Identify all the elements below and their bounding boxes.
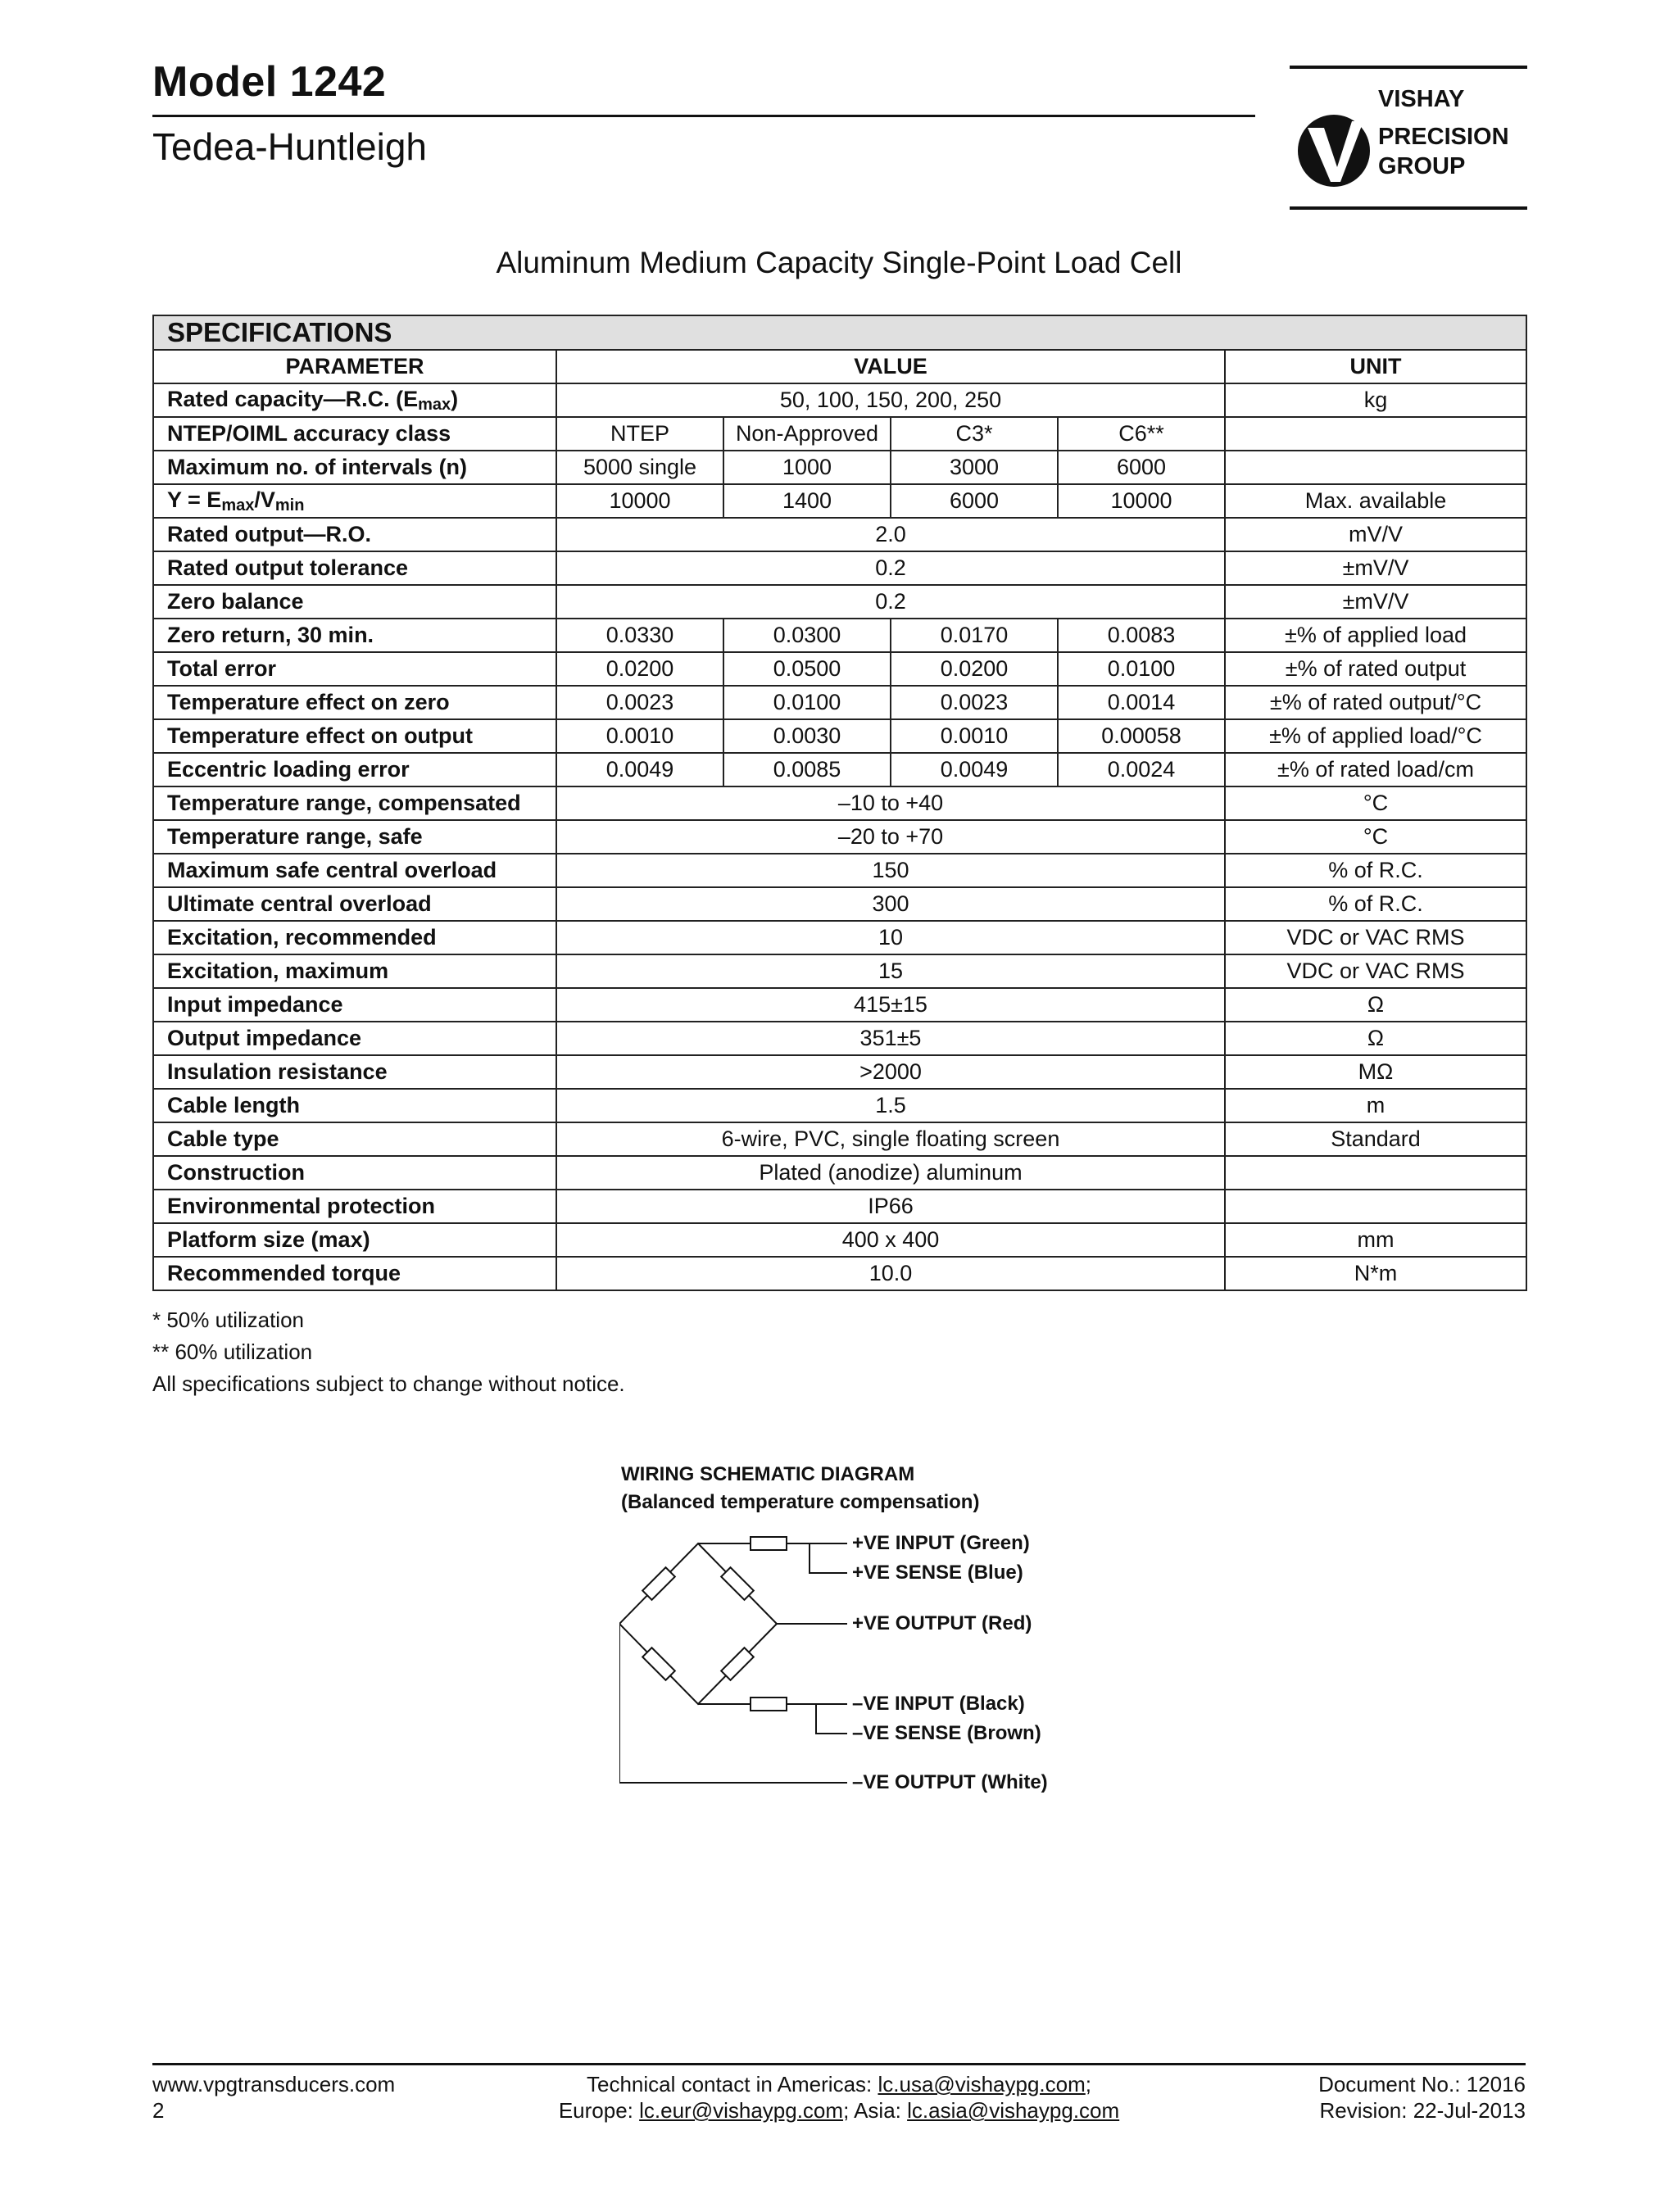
col-header-parameter: PARAMETER	[153, 350, 556, 383]
spec-unit: N*m	[1225, 1257, 1526, 1290]
logo-text-vishay: VISHAY	[1378, 86, 1465, 112]
europe-prefix: Europe:	[558, 2098, 640, 2123]
spec-parameter: Zero balance	[153, 585, 556, 619]
spec-row	[153, 854, 1526, 887]
compensation-resistor-icon	[751, 1698, 787, 1711]
spec-parameter: Output impedance	[153, 1022, 556, 1055]
footnotes	[152, 1304, 625, 1400]
spec-value: 300	[556, 887, 1225, 921]
spec-parameter: Eccentric loading error	[153, 753, 556, 786]
spec-value: 6-wire, PVC, single floating screen	[556, 1122, 1225, 1156]
spec-parameter: Temperature range, safe	[153, 820, 556, 854]
spec-row	[153, 1122, 1526, 1156]
spec-parameter: Recommended torque	[153, 1257, 556, 1290]
spec-value: 0.0200	[891, 652, 1058, 686]
spec-parameter: Temperature effect on zero	[153, 686, 556, 719]
wire-label-ve-output-red: +VE OUTPUT (Red)	[852, 1612, 1032, 1634]
spec-unit: VDC or VAC RMS	[1225, 921, 1526, 954]
spec-row	[153, 1156, 1526, 1190]
spec-value: 0.0049	[891, 753, 1058, 786]
spec-row	[153, 887, 1526, 921]
spec-unit: ±% of rated output/°C	[1225, 686, 1526, 719]
wiring-title: WIRING SCHEMATIC DIAGRAM	[621, 1463, 915, 1485]
spec-value: 2.0	[556, 518, 1225, 551]
contact-prefix: Technical contact in Americas:	[586, 2072, 878, 2096]
spec-value: Plated (anodize) aluminum	[556, 1156, 1225, 1190]
spec-parameter: Total error	[153, 652, 556, 686]
spec-value: 0.0085	[723, 753, 891, 786]
spec-unit	[1225, 1156, 1526, 1190]
contact-semicolon: ;	[1085, 2072, 1091, 2096]
resistor-icon	[721, 1648, 754, 1680]
spec-value: 0.0500	[723, 652, 891, 686]
footnote: * 50% utilization	[152, 1308, 304, 1332]
spec-parameter: Environmental protection	[153, 1190, 556, 1223]
spec-row	[153, 1190, 1526, 1223]
spec-row	[153, 484, 1526, 518]
spec-value: 0.0010	[891, 719, 1058, 753]
spec-value: C3*	[891, 417, 1058, 451]
spec-parameter: Zero return, 30 min.	[153, 619, 556, 652]
spec-value: 1.5	[556, 1089, 1225, 1122]
logo-text-group: GROUP	[1378, 153, 1466, 179]
wheatstone-bridge-diagram	[619, 1463, 1111, 1807]
spec-value: 400 x 400	[556, 1223, 1225, 1257]
spec-parameter: Maximum safe central overload	[153, 854, 556, 887]
spec-row	[153, 551, 1526, 585]
spec-parameter: Temperature effect on output	[153, 719, 556, 753]
spec-value: 0.2	[556, 585, 1225, 619]
spec-unit: °C	[1225, 786, 1526, 820]
specs-section-title: SPECIFICATIONS	[153, 315, 1526, 350]
spec-parameter: Excitation, recommended	[153, 921, 556, 954]
footer-rule	[152, 2063, 1526, 2065]
header-rule	[152, 115, 1255, 117]
spec-parameter: Rated capacity—R.C. $(E_{max})$	[153, 383, 556, 417]
spec-value: –20 to +70	[556, 820, 1225, 854]
spec-parameter: Temperature range, compensated	[153, 786, 556, 820]
wiring-schematic	[619, 1463, 1111, 1807]
spec-row	[153, 753, 1526, 786]
spec-parameter: Platform size (max)	[153, 1223, 556, 1257]
spec-parameter: Ultimate central overload	[153, 887, 556, 921]
spec-value: 0.0083	[1058, 619, 1225, 652]
wiring-subtitle: (Balanced temperature compensation)	[621, 1491, 980, 1513]
spec-value: 3000	[891, 451, 1058, 484]
spec-unit: ±% of rated load/cm	[1225, 753, 1526, 786]
spec-unit: % of R.C.	[1225, 887, 1526, 921]
spec-parameter: Rated output tolerance	[153, 551, 556, 585]
spec-unit: ±% of applied load	[1225, 619, 1526, 652]
email-asia-link[interactable]: lc.asia@vishaypg.com	[907, 2098, 1120, 2123]
resistor-icon	[642, 1567, 675, 1600]
spec-row	[153, 451, 1526, 484]
spec-unit: MΩ	[1225, 1055, 1526, 1089]
col-header-value: VALUE	[556, 350, 1225, 383]
spec-value: 10000	[556, 484, 723, 518]
spec-unit: kg	[1225, 383, 1526, 417]
spec-row	[153, 1089, 1526, 1122]
spec-value: Non-Approved	[723, 417, 891, 451]
wire-label-ve-input-green: +VE INPUT (Green)	[852, 1532, 1030, 1554]
compensation-resistor-icon	[751, 1537, 787, 1550]
spec-value: 0.0014	[1058, 686, 1225, 719]
spec-unit: Standard	[1225, 1122, 1526, 1156]
logo-text-precision: PRECISION	[1378, 124, 1509, 150]
bridge-diamond	[619, 1543, 777, 1704]
wire	[810, 1543, 847, 1573]
footnote: ** 60% utilization	[152, 1339, 313, 1364]
vpg-logo	[1290, 66, 1527, 210]
spec-unit: m	[1225, 1089, 1526, 1122]
footer-website-link[interactable]: www.vpgtransducers.com	[152, 2072, 396, 2096]
resistor-icon	[642, 1648, 675, 1680]
wire-label-neg-sense-brown: –VE SENSE (Brown)	[852, 1722, 1041, 1744]
spec-row	[153, 383, 1526, 417]
logo-rule-bottom	[1290, 206, 1527, 210]
spec-value: C6**	[1058, 417, 1225, 451]
specs-header-row	[153, 350, 1526, 383]
spec-unit: % of R.C.	[1225, 854, 1526, 887]
spec-value: 0.0100	[723, 686, 891, 719]
spec-parameter: Rated output—R.O.	[153, 518, 556, 551]
spec-row	[153, 719, 1526, 753]
spec-unit: ±% of rated output	[1225, 652, 1526, 686]
spec-value: 1400	[723, 484, 891, 518]
wire-label-ve-sense-blue: +VE SENSE (Blue)	[852, 1562, 1023, 1584]
spec-parameter: $Y = E_{max}/V_{min}$	[153, 484, 556, 518]
spec-parameter: Cable type	[153, 1122, 556, 1156]
spec-value: 0.0010	[556, 719, 723, 753]
spec-value: 6000	[1058, 451, 1225, 484]
footnote: All specifications subject to change without notice.	[152, 1371, 625, 1396]
spec-value: 0.0300	[723, 619, 891, 652]
model-title: Model 1242	[152, 58, 387, 106]
spec-row	[153, 652, 1526, 686]
asia-prefix: ; Asia:	[843, 2098, 908, 2123]
spec-value: >2000	[556, 1055, 1225, 1089]
spec-unit: ±mV/V	[1225, 551, 1526, 585]
spec-value: 0.0170	[891, 619, 1058, 652]
spec-unit	[1225, 451, 1526, 484]
email-americas-link[interactable]: lc.usa@vishaypg.com	[878, 2072, 1086, 2096]
spec-value: 10.0	[556, 1257, 1225, 1290]
spec-unit: VDC or VAC RMS	[1225, 954, 1526, 988]
spec-row	[153, 1022, 1526, 1055]
brand-title: Tedea-Huntleigh	[152, 125, 428, 168]
spec-value: –10 to +40	[556, 786, 1225, 820]
spec-row	[153, 518, 1526, 551]
spec-value: 351±5	[556, 1022, 1225, 1055]
spec-value: IP66	[556, 1190, 1225, 1223]
spec-value: 0.0100	[1058, 652, 1225, 686]
specifications-table	[152, 315, 1527, 1291]
spec-parameter: Construction	[153, 1156, 556, 1190]
spec-value: 10000	[1058, 484, 1225, 518]
spec-unit: °C	[1225, 820, 1526, 854]
spec-value: 150	[556, 854, 1225, 887]
spec-unit: ±% of applied load/°C	[1225, 719, 1526, 753]
email-europe-link[interactable]: lc.eur@vishaypg.com	[639, 2098, 844, 2123]
spec-value: 415±15	[556, 988, 1225, 1022]
spec-value: 5000 single	[556, 451, 723, 484]
wire-label-neg-input-black: –VE INPUT (Black)	[852, 1693, 1025, 1715]
spec-value: 0.2	[556, 551, 1225, 585]
revision-date: Revision: 22-Jul-2013	[1319, 2098, 1526, 2123]
spec-parameter: Input impedance	[153, 988, 556, 1022]
spec-parameter: Excitation, maximum	[153, 954, 556, 988]
spec-row	[153, 786, 1526, 820]
spec-value: 0.0030	[723, 719, 891, 753]
spec-value: 0.00058	[1058, 719, 1225, 753]
logo-rule-top	[1290, 66, 1527, 69]
spec-unit: Ω	[1225, 1022, 1526, 1055]
spec-value: 6000	[891, 484, 1058, 518]
spec-parameter: Maximum no. of intervals (n)	[153, 451, 556, 484]
page-number: 2	[152, 2098, 165, 2123]
spec-row	[153, 954, 1526, 988]
spec-row	[153, 417, 1526, 451]
spec-row	[153, 619, 1526, 652]
spec-row	[153, 686, 1526, 719]
spec-row	[153, 988, 1526, 1022]
spec-value: 0.0330	[556, 619, 723, 652]
spec-parameter: NTEP/OIML accuracy class	[153, 417, 556, 451]
wire-label-neg-output-white: –VE OUTPUT (White)	[852, 1771, 1048, 1793]
spec-value: NTEP	[556, 417, 723, 451]
spec-row	[153, 1055, 1526, 1089]
footer-right	[1318, 2071, 1526, 2124]
spec-row	[153, 820, 1526, 854]
spec-row	[153, 921, 1526, 954]
spec-unit: mm	[1225, 1223, 1526, 1257]
spec-parameter: Insulation resistance	[153, 1055, 556, 1089]
spec-value: 1000	[723, 451, 891, 484]
resistor-icon	[721, 1567, 754, 1600]
document-number: Document No.: 12016	[1318, 2072, 1526, 2096]
spec-unit	[1225, 1190, 1526, 1223]
spec-unit	[1225, 417, 1526, 451]
spec-row	[153, 1223, 1526, 1257]
spec-unit: Max. available	[1225, 484, 1526, 518]
spec-value: 0.0023	[891, 686, 1058, 719]
spec-value: 0.0024	[1058, 753, 1225, 786]
spec-value: 50, 100, 150, 200, 250	[556, 383, 1225, 417]
col-header-unit: UNIT	[1225, 350, 1526, 383]
spec-unit: mV/V	[1225, 518, 1526, 551]
spec-unit: ±mV/V	[1225, 585, 1526, 619]
wire	[816, 1704, 847, 1734]
spec-value: 0.0023	[556, 686, 723, 719]
spec-value: 10	[556, 921, 1225, 954]
specs-section-row	[153, 315, 1526, 350]
spec-row	[153, 1257, 1526, 1290]
spec-parameter: Cable length	[153, 1089, 556, 1122]
spec-unit: Ω	[1225, 988, 1526, 1022]
vpg-logo-icon	[1296, 113, 1372, 188]
spec-value: 15	[556, 954, 1225, 988]
spec-value: 0.0200	[556, 652, 723, 686]
spec-row	[153, 585, 1526, 619]
spec-value: 0.0049	[556, 753, 723, 786]
document-subtitle: Aluminum Medium Capacity Single-Point Load Cell	[496, 246, 1182, 279]
